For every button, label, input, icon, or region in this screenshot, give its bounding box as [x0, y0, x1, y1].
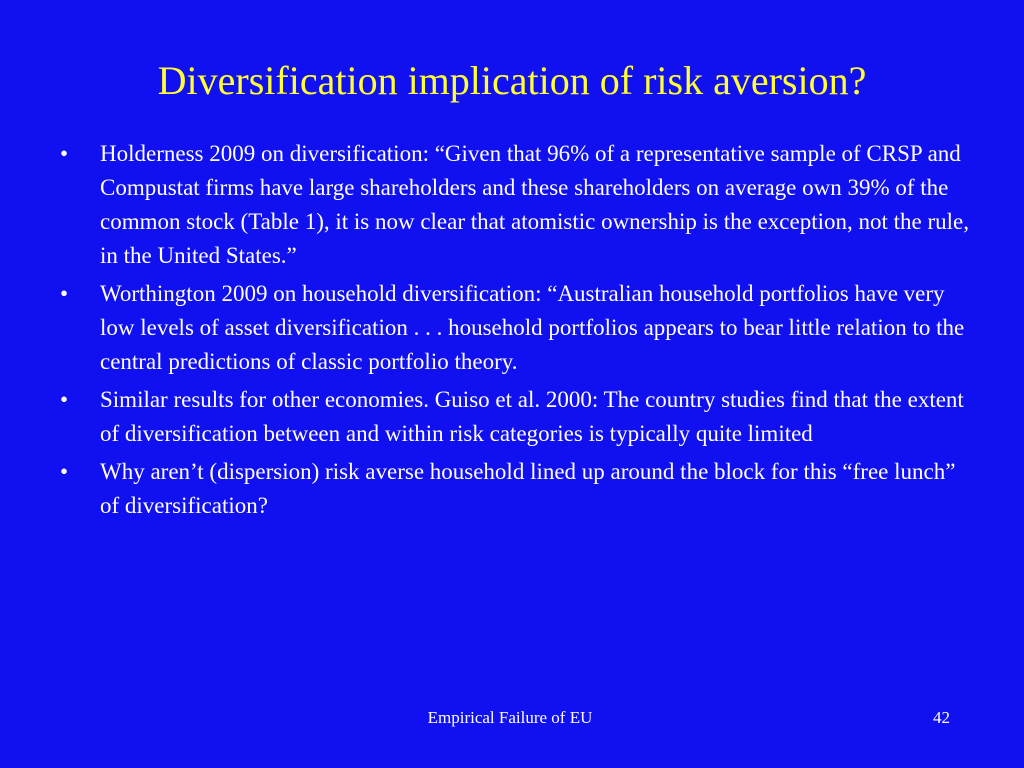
bullet-item-3: [60, 383, 970, 451]
slide-footer: Empirical Failure of EU: [427, 708, 593, 727]
bullet-list: [60, 137, 970, 527]
bullet-text: Similar results for other economies. Guiso et al. 2000: The country studies find that the extent of diversification between and within risk categories is typically quite limited: [100, 387, 964, 446]
bullet-text: Worthington 2009 on household diversification: “Australian household portfolios have very low levels of asset diversification . . . household portfolios appears to bear little relation to the central predictions of classic portfolio theory.: [100, 281, 965, 374]
bullet-item-1: [60, 137, 970, 273]
bullet-marker: •: [60, 141, 69, 166]
bullet-text: Why aren’t (dispersion) risk averse household lined up around the block for this “free lunch” of diversification?: [100, 459, 956, 518]
page-number: 42: [933, 708, 950, 727]
bullet-marker: •: [60, 387, 69, 412]
bullet-item-4: [60, 455, 970, 523]
bullet-item-2: [60, 277, 970, 379]
bullet-marker: •: [60, 459, 69, 484]
slide-title: Diversification implication of risk aversion?: [157, 58, 867, 103]
bullet-marker: •: [60, 281, 69, 306]
bullet-text: Holderness 2009 on diversification: “Given that 96% of a representative sample of CRSP and Compustat firms have large shareholders and these shareholders on average own 39% of the common stock (Table 1), it is now clear that atomistic ownership is the exception, not the rule, in the United States.”: [100, 141, 969, 268]
